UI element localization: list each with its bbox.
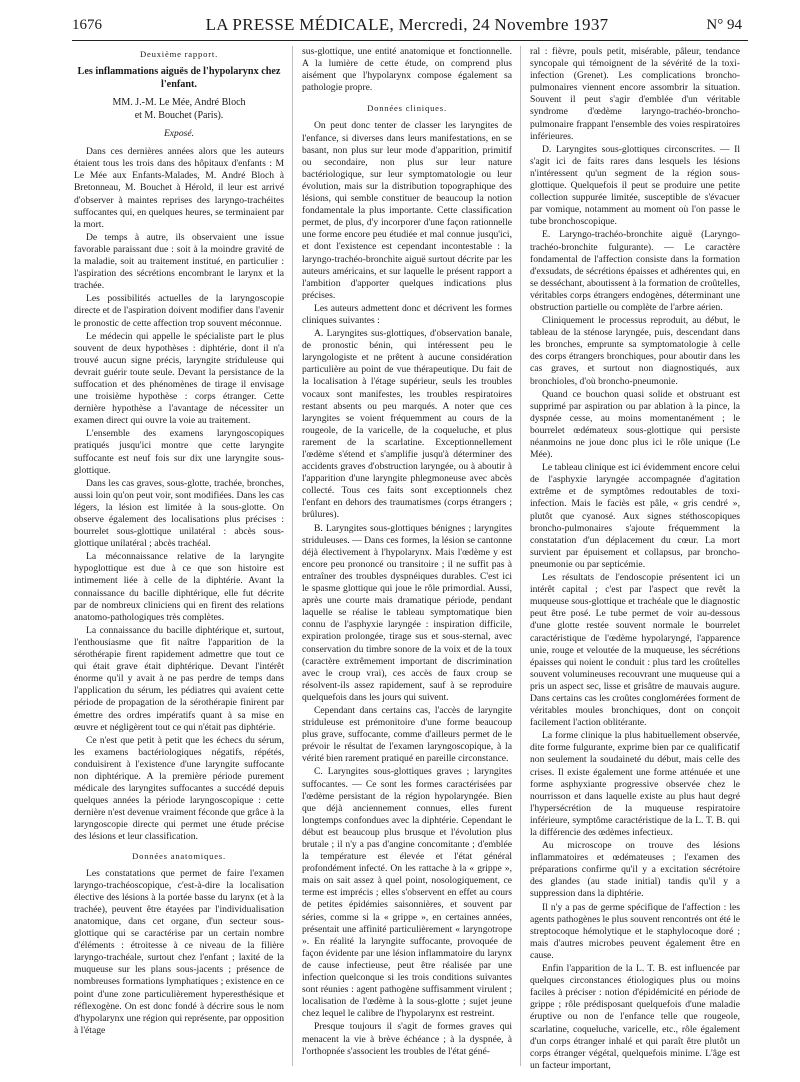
text-column-2 [302, 46, 512, 1072]
paragraph: Il n'y a pas de germe spécifique de l'affection : les agents pathogènes le plus souvent rencontrés ont été le streptocoque hémolytique et le staphylocoque doré ; mais d'autres microbes peuvent également être en cause. [530, 901, 740, 961]
paragraph: E. Laryngo-trachéo-bronchite aiguë (Laryngo-trachéo-bronchite fulgurante). — Le caractère fondamental de l'affection consiste dans la formation d'exsudats, de sécrétions épaisses et adhérentes qui, en se desséchant, aboutissent à la formation de croûtelles, véritables corps étrangers endogènes, déterminant une obstruction partielle ou complète de l'arbre aérien. [530, 229, 740, 313]
journal-title: LA PRESSE MÉDICALE, Mercredi, 24 Novembre 1937 [205, 15, 609, 34]
paragraph: Au microscope on trouve des lésions inflammatoires et œdémateuses ; l'examen des préparations confirme qu'il y a excitation sécrétoire des glandes (au stade initial) tandis qu'il y a suppression dans la diphtérie. [530, 840, 740, 900]
section-heading-anatomy: Données anatomiques. [132, 850, 226, 861]
paragraph: Le tableau clinique est ici évidemment encore celui de l'asphyxie laryngée accompagnée d'agitation extrême et de symptômes redoutables de toxi-infection. Mais le faciès est pâle, « gris cendré », plutôt que cyanosé. Aux signes stéthoscopiques broncho-pulmonaires s'ajoute fréquemment la constatation d'un déplacement du cœur. La mort survient par épuisement et collapsus, par broncho-pneumonie ou par septicémie. [530, 462, 740, 570]
paragraph: Les résultats de l'endoscopie présentent ici un intérêt capital ; c'est par l'aspect que revêt la muqueuse sous-glottique et trachéale que le diagnostic peut être posé. Le tube permet de voir au-dessous d'une glotte restée souvent normale le bourrelet caractéristique de l'œdème hypolaryngé, l'apparence unie, rouge et veloutée de la muqueuse, les sécrétions épaisses qui noient le conduit : plus tard les croûtelles souvent volumineuses recouvrant une muqueuse qui a pris un aspect sec, lisse et grisâtre de mauvais augure. Dans certains cas les croûtes conglomérées forment de véritables moules bronchiques, dont on conçoit facilement l'action oblitérante. [530, 572, 740, 729]
page-header [72, 14, 742, 38]
column-divider [292, 46, 293, 1066]
expose-heading: Exposé. [163, 128, 195, 140]
text-column-1 [74, 46, 284, 1072]
column-divider [520, 46, 521, 1066]
issue-number: N° 94 [706, 17, 742, 33]
paragraph: sus-glottique, une entité anatomique et fonctionnelle. A la lumière de cette étude, on comprend plus aisément que l'hypolarynx compose également sa pathologie propre. [302, 46, 512, 94]
paragraph: L'ensemble des examens laryngoscopiques pratiqués jusqu'ici montre que cette laryngite suffocante est neuf fois sur dix une laryngite sous-glottique. [74, 428, 284, 476]
paragraph: D. Laryngites sous-glottiques circonscrites. — Il s'agit ici de faits rares dans lesquels les lésions n'intéressent qu'un segment de la région sous-glottique. Quelquefois il peut se produire une petite collection suppurée limitée, susceptible de s'évacuer par vomique, notamment au moment où l'on passe le tube bronchoscopique. [530, 143, 740, 228]
paragraph: Dans les cas graves, sous-glotte, trachée, bronches, aussi loin qu'on peut voir, sont modifiées. Dans les cas légers, la lésion est limitée à la sous-glotte. On observe également des localisations plus précises : bourrelet sous-glottique unilatéral : abcès sous-glottique unilatéral ; abcès trachéal. [74, 477, 284, 550]
paragraph: Enfin l'apparition de la L. T. B. est influencée par quelques circonstances étiologiques plus ou moins faciles à préciser : notion d'épidémicité en période de grippe ; rôle prédisposant quelquefois d'une maladie éruptive ou non de l'enfance telle que rougeole, scarlatine, coqueluche, varicelle, etc., rôle également d'un corps étranger inhalé et qui paraît être plutôt un corps étranger végétal, quelquefois minime. L'âge est un facteur important, [530, 963, 740, 1071]
paragraph: Les auteurs admettent donc et décrivent les formes cliniques suivantes : [302, 302, 512, 326]
paragraph: Ce n'est que petit à petit que les échecs du sérum, les examens bactériologiques négatifs, répétés, conduisirent à l'existence d'une laryngite suffocante non diphtérique. A la première période purement médicale des laryngites suffocantes a succédé depuis quelques années la période laryngoscopique : cette dernière n'est devenue vraiment féconde que grâce à la laryngoscopie directe qui permet une étude précise des lésions et leur classification. [74, 734, 284, 843]
paragraph: La méconnaissance relative de la laryngite hypoglottique est due à ce que son histoire est intimement liée à celle de la diphtérie. Avant la connaissance du bacille diphtérique, elle fut décrite par de nombreux cliniciens qui en firent des relations anatomo-pathologiques très complètes. [74, 551, 284, 623]
page-number: 1676 [72, 17, 102, 33]
paragraph: La connaissance du bacille diphtérique et, surtout, l'enthousiasme que fit naître l'apparition de la sérothérapie firent rapidement admettre que tout ce qui était grave était diphtérique. Devant l'intérêt énorme qu'il y avait à ne pas perdre de temps dans l'application du sérum, les pédiatres qui avaient cette période de propagation de la sérothérapie finirent par émettre des ordres impératifs quant à sa mise en œuvre et négligèrent tout ce qui n'était pas diphtérie. [74, 624, 284, 733]
authors-line-1: MM. J.-M. Le Mée, André Bloch [112, 97, 246, 109]
paragraph: C. Laryngites sous-glottiques graves ; laryngites suffocantes. — Ce sont les formes caractérisées par l'œdème persistant de la région hypolaryngée. Bien que déjà anciennement connues, elles furent longtemps confondues avec la diphtérie. Cependant le début est beaucoup plus brusque et l'évolution plus brutale ; il n'y a pas d'angine concomitante ; d'emblée la température est élevée et l'état général profondément infecté. On les rattache à la « grippe », mais on sait assez à quel point, nosologiquement, ce terme est imprécis ; elles s'observent en effet au cours de petites épidémies saisonnières, et souvent par séries, comme si la « grippe », en certaines années, présentait une affinité particulièrement « laryngotrope ». En réalité la laryngite suffocante, provoquée de façon évidente par une lésion inflammatoire du larynx de cause infectieuse, peut être réalisée par une infection quelconque si les trois conditions suivantes sont réunies : agent pathogène suffisamment virulent ; localisation de l'œdème à la sous-glotte ; sujet jeune chez lequel le calibre de l'hypolarynx est restreint. [302, 766, 512, 1020]
paragraph: Cliniquement le processus reproduit, au début, le tableau de la sténose laryngée, puis, descendant dans les bronches, emprunte sa symptomatologie à celle des corps étrangers bronchiques, pour aboutir dans les cas graves, et surtout non diagnostiqués, aux bronchioles, d'où broncho-pneumonie. [530, 315, 740, 387]
paragraph: B. Laryngites sous-glottiques bénignes ; laryngites striduleuses. — Dans ces formes, la lésion se cantonne déjà électivement à l'hypolarynx. Mais l'œdème y est encore peu prononcé ou transitoire ; il ne suffit pas à entraîner des troubles dyspnéiques durables. C'est ici le spasme glottique qui joue le rôle primordial. Aussi, après une courte mais dramatique période, pendant laquelle se réalise le tableau symptomatique bien connu de l'asphyxie laryngée : inspiration difficile, expiration prolongée, tirage sus et sous-sternal, avec conservation du timbre sonore de la voix et de la toux (caractère extrêmement important de discrimination avec le croup vrai), ces accès de faux croup se résolvent-ils assez rapidement, sauf à se reproduire quelquefois dans les jours qui suivent. [302, 522, 512, 703]
authors [74, 97, 284, 122]
paragraph: La forme clinique la plus habituellement observée, dite forme fulgurante, exprime bien par ce qualificatif non seulement la soudaineté du début, mais celle des crises. Il existe également une forme atténuée et une forme asphyxiante progressive observée chez le nourrisson et dans laquelle existe au plus haut degré l'hypersécrétion de la muqueuse respiratoire inférieure, symptôme caractéristique de la L. T. B. qui la différencie des œdèmes infectieux. [530, 730, 740, 838]
paragraph: On peut donc tenter de classer les laryngites de l'enfance, si diverses dans leurs manifestations, en se basant, non plus sur leur mode d'apparition, primitif ou secondaire, non plus sur leur nature bactériologique, sur leur symptomatologie ou leur évolution, mais sur la distribution topographique des lésions, qui semble constituer de beaucoup la notion fondamentale la plus importante. Cette classification permet, de plus, d'y incorporer d'une façon rationnelle une forme encore peu étudiée et mal connue jusqu'ici, et dont l'existence est cependant incontestable : la laryngo-trachéo-bronchite aiguë surtout décrite par les auteurs américains, et sur laquelle le présent rapport a l'ambition d'apporter quelques indications plus précises. [302, 120, 512, 301]
paragraph: Les possibilités actuelles de la laryngoscopie directe et de l'aspiration doivent modifier dans l'avenir le pronostic de cette affection trop souvent méconnue. [74, 293, 284, 329]
paragraph: Quand ce bouchon quasi solide et obstruant est supprimé par aspiration ou par ablation à la pince, la dyspnée cesse, au moins momentanément ; le bourrelet œdémateux sous-glottique qui persiste néanmoins ne joue donc plus ici le rôle unique (Le Mée). [530, 388, 740, 461]
paragraph: Les constatations que permet de faire l'examen laryngo-trachéoscopique, c'est-à-dire la localisation élective des lésions à la portée basse du larynx (et à la trachée), peuvent être étayées par l'individualisation anatomique, dans cet organe, d'un secteur sous-glottique qui se caractérise par un certain nombre d'éléments : étroitesse à ce niveau de la filière laryngo-trachéale, surtout chez l'enfant ; laxité de la muqueuse sur les plans sous-jacents ; présence de nombreuses formations lymphatiques ; existence en ce point d'une zone particulièrement hyperesthésique et réflexogène. On est donc fondé à décrire sous le nom d'hypolarynx une région qui représente, par opposition à l'étage [74, 867, 284, 1036]
section-heading-clinical: Données cliniques. [367, 103, 447, 114]
paragraph: De temps à autre, ils observaient une issue favorable paraissant due : soit à la moindre gravité de la maladie, soit au traitement institué, en particulier : l'aspiration des sécrétions encombrant le larynx et la trachée. [74, 231, 284, 292]
paragraph: Presque toujours il s'agit de formes graves qui menacent la vie à brève échéance ; à la dyspnée, à l'orthopnée s'associent les troubles de l'état géné- [302, 1021, 512, 1057]
paragraph: Cependant dans certains cas, l'accès de laryngite striduleuse est prémonitoire d'une forme beaucoup plus grave, suffocante, comme d'ailleurs permet de le prévoir le résultat de l'examen laryngoscopique, à la vérité bien rarement pratiqué en pareille circonstance. [302, 704, 512, 765]
paragraph: Le médecin qui appelle le spécialiste part le plus souvent de deux hypothèses : diphtérie, dont il n'a trouvé aucun signe précis, laryngite striduleuse qui devrait guérir toute seule. Devant la persistance de la suffocation et des phénomènes de tirage il envisage une troisième hypothèse : corps étranger. Cette dernière hypothèse a l'avantage de nécessiter un examen direct qui ouvre la voie au traitement. [74, 330, 284, 427]
text-column-3 [530, 46, 740, 1072]
section-label: Deuxième rapport. [139, 49, 219, 59]
authors-line-2: et M. Bouchet (Paris). [134, 109, 224, 121]
paragraph: Dans ces dernières années alors que les auteurs étaient tous les trois dans des hôpitaux d'enfants : M Le Mée aux Enfants-Malades, M. André Bloch à Bretonneau, M. Bouchet à Hérold, il leur est arrivé d'observer à maintes reprises des laryngo-trachéites suffocantes qui, en quelques heures, se terminaient par la mort. [74, 146, 284, 230]
paragraph: A. Laryngites sus-glottiques, d'observation banale, de pronostic bénin, qui intéressent peu le laryngologiste et ne prêtent à aucune considération particulière au point de vue thérapeutique. Du fait de la localisation à l'étage supérieur, seuls les troubles vocaux sont manifestes, les troubles respiratoires restant absents ou peu marqués. A noter que ces laryngites se voient fréquemment au cours de la rougeole, de la varicelle, de la coqueluche, et plus rarement de la scarlatine. Exceptionnellement l'œdème s'étend et s'amplifie jusqu'à déterminer des accidents graves d'obstruction laryngée, ou à aboutir à l'apparition d'une laryngite phlegmoneuse avec abcès collecté. Tous ces faits sont exceptionnels chez l'enfant en dehors des traumatismes (corps étrangers ; brûlures). [302, 328, 512, 521]
article-title: Les inflammations aiguës de l'hypolarynx chez l'enfant. [77, 66, 281, 90]
header-rule [72, 40, 748, 41]
paragraph: ral : fièvre, pouls petit, misérable, pâleur, tendance syncopale qui témoignent de la sévérité de la toxi-infection (Grenet). Les complications broncho-pulmonaires viennent encore assombrir la situation. Souvent il peut s'agir d'emblée d'un véritable syndrome d'œdème laryngo-trachéo-broncho-pulmonaire frappant l'ensemble des voies respiratoires inférieures. [530, 46, 740, 142]
